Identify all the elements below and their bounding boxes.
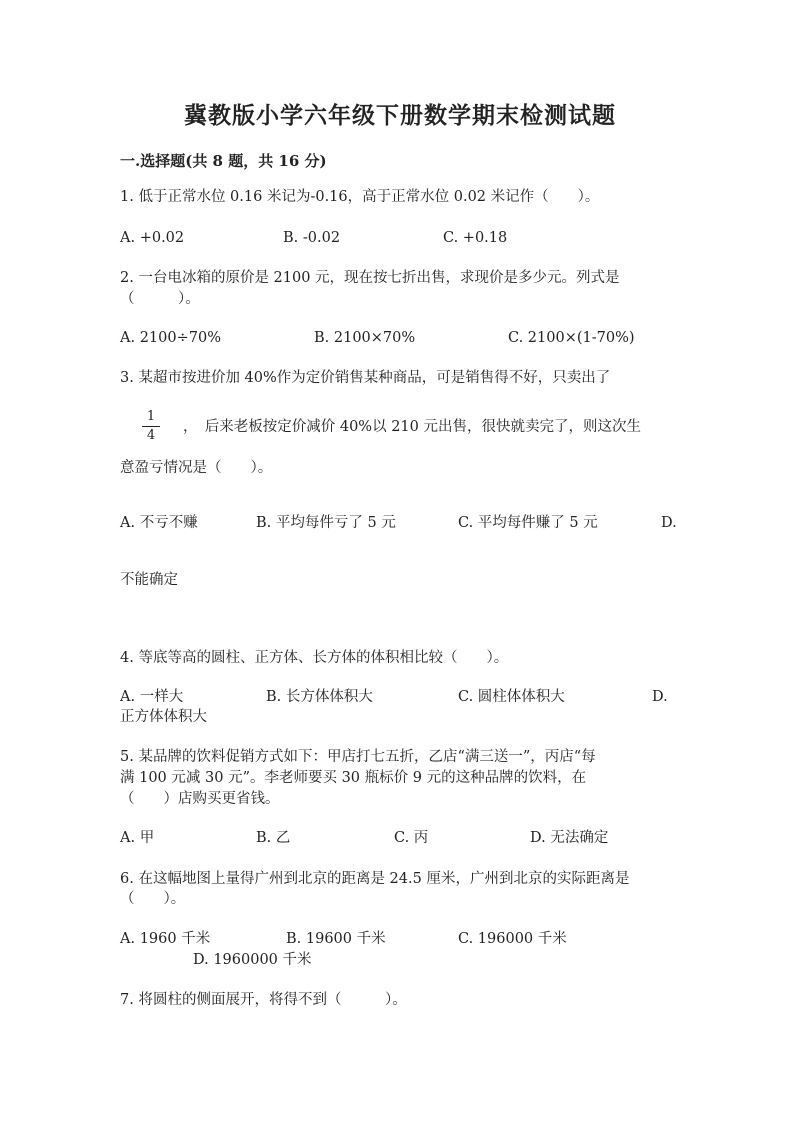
question-2-stem-line-2: （ ）。	[120, 291, 200, 307]
question-2-option-b: B. 2100×70%	[314, 330, 416, 346]
question-4-option-b: B. 长方体体积大	[266, 689, 373, 705]
question-3-option-d: D.	[661, 515, 677, 531]
question-2-option-a: A. 2100÷70%	[120, 330, 221, 346]
question-4-option-c: C. 圆柱体体积大	[458, 689, 565, 705]
question-3-option-b: B. 平均每件亏了 5 元	[256, 515, 396, 531]
fraction-one-quarter	[142, 409, 160, 444]
question-4-option-a: A. 一样大	[120, 689, 184, 705]
question-6-option-c: C. 196000 千米	[458, 931, 567, 947]
question-5-stem-line-2: 满 100 元减 30 元”。李老师要买 30 瓶标价 9 元的这种品牌的饮料，在	[120, 770, 587, 786]
question-4-stem: 4. 等底等高的圆柱、正方体、长方体的体积相比较（ ）。	[120, 650, 509, 666]
fraction-denominator: 4	[146, 428, 156, 443]
question-1-stem: 1. 低于正常水位 0.16 米记为-0.16，高于正常水位 0.02 米记作（ ）。	[120, 189, 600, 205]
question-5-stem-line-3: （ ）店购买更省钱。	[120, 791, 280, 807]
question-2-option-c: C. 2100×(1-70%)	[508, 330, 635, 346]
question-6-option-d: D. 1960000 千米	[193, 952, 312, 968]
question-6-stem-line-1: 6. 在这幅地图上量得广州到北京的距离是 24.5 厘米，广州到北京的实际距离是	[120, 871, 630, 887]
question-3-stem-line-3: 意盈亏情况是（ ）。	[120, 460, 273, 476]
question-4-option-d: D.	[652, 689, 668, 705]
question-1-option-c: C. +0.18	[443, 230, 508, 246]
question-5-option-d: D. 无法确定	[530, 830, 609, 846]
page-title: 冀教版小学六年级下册数学期末检测试题	[184, 102, 616, 129]
question-5-option-c: C. 丙	[394, 830, 429, 846]
question-3-option-a: A. 不亏不赚	[120, 515, 198, 531]
question-6-option-b: B. 19600 千米	[286, 931, 386, 947]
section-heading: 一.选择题(共 8 题，共 16 分)	[120, 152, 327, 170]
question-3-option-c: C. 平均每件赚了 5 元	[458, 515, 598, 531]
question-1-option-b: B. -0.02	[283, 230, 341, 246]
fraction-numerator: 1	[142, 409, 160, 427]
question-5-stem-line-1: 5. 某品牌的饮料促销方式如下：甲店打七五折，乙店“满三送一”，丙店“每	[120, 749, 596, 765]
question-6-option-a: A. 1960 千米	[120, 931, 211, 947]
question-6-stem-line-2: （ ）。	[120, 891, 186, 907]
question-3-option-d-text: 不能确定	[120, 572, 178, 588]
question-1-option-a: A. +0.02	[120, 230, 185, 246]
question-4-option-d-text: 正方体体积大	[120, 709, 207, 725]
question-3-stem-line-2: ， 后来老板按定价减价 40%以 210 元出售，很快就卖完了，则这次生	[183, 419, 641, 435]
question-5-option-b: B. 乙	[256, 830, 291, 846]
question-7-stem: 7. 将圆柱的侧面展开，将得不到（ ）。	[120, 992, 407, 1008]
question-2-stem-line-1: 2. 一台电冰箱的原价是 2100 元，现在按七折出售，求现价是多少元。列式是	[120, 270, 620, 286]
question-5-option-a: A. 甲	[120, 830, 155, 846]
question-3-stem-line-1: 3. 某超市按进价加 40%作为定价销售某种商品，可是销售得不好，只卖出了	[120, 370, 611, 386]
